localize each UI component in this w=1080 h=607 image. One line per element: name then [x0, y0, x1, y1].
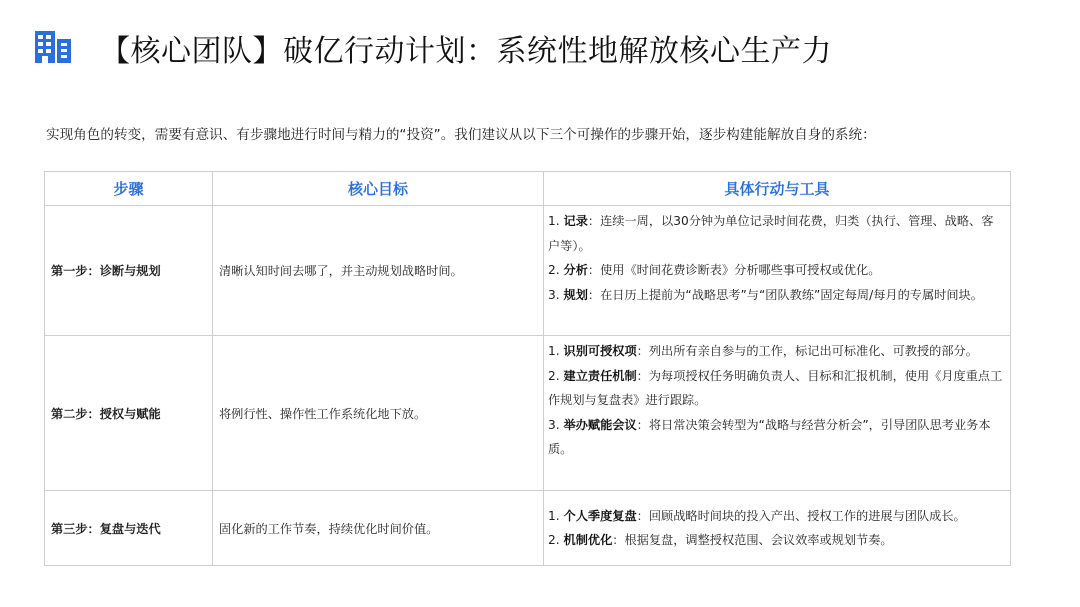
action-item: 2. 建立责任机制：为每项授权任务明确负责人、目标和汇报机制，使用《月度重点工作规划与复盘表》进行跟踪。 — [548, 368, 1003, 407]
action-item: 2. 分析：使用《时间花费诊断表》分析哪些事可授权或优化。 — [548, 263, 881, 277]
table-row — [45, 336, 1011, 491]
action-item: 1. 识别可授权项：列出所有亲自参与的工作，标记出可标准化、可教授的部分。 — [548, 344, 978, 358]
column-header-actions: 具体行动与工具 — [544, 172, 1011, 206]
building-icon — [34, 30, 74, 64]
table-row — [45, 206, 1011, 336]
column-header-goal: 核心目标 — [213, 172, 544, 206]
actions-cell — [544, 206, 1011, 336]
action-plan-table — [44, 171, 1011, 566]
page-title: 【核心团队】破亿行动计划：系统性地解放核心生产力 — [100, 34, 832, 69]
action-item: 1. 记录：连续一周，以30分钟为单位记录时间花费，归类（执行、管理、战略、客户等）。 — [548, 214, 994, 253]
column-header-step: 步骤 — [45, 172, 213, 206]
actions-cell — [544, 336, 1011, 491]
table-header-row — [45, 172, 1011, 206]
action-item: 2. 机制优化：根据复盘，调整授权范围、会议效率或规划节奏。 — [548, 533, 893, 547]
actions-cell — [544, 491, 1011, 566]
step-cell: 第三步：复盘与迭代 — [45, 491, 213, 566]
action-item: 1. 个人季度复盘：回顾战略时间块的投入产出、授权工作的进展与团队成长。 — [548, 508, 966, 523]
goal-cell: 固化新的工作节奏，持续优化时间价值。 — [213, 491, 544, 566]
goal-cell: 将例行性、操作性工作系统化地下放。 — [213, 336, 544, 491]
intro-text: 实现角色的转变，需要有意识、有步骤地进行时间与精力的“投资”。我们建议从以下三个可操作的步骤开始，逐步构建能解放自身的系统： — [46, 127, 876, 143]
table-row — [45, 491, 1011, 566]
step-cell: 第二步：授权与赋能 — [45, 336, 213, 491]
step-cell: 第一步：诊断与规划 — [45, 206, 213, 336]
action-item: 3. 规划：在日历上提前为“战略思考”与“团队教练”固定每周/每月的专属时间块。 — [548, 287, 983, 302]
goal-cell: 清晰认知时间去哪了，并主动规划战略时间。 — [213, 206, 544, 336]
action-item: 3. 举办赋能会议：将日常决策会转型为“战略与经营分析会”，引导团队思考业务本质。 — [548, 417, 991, 456]
